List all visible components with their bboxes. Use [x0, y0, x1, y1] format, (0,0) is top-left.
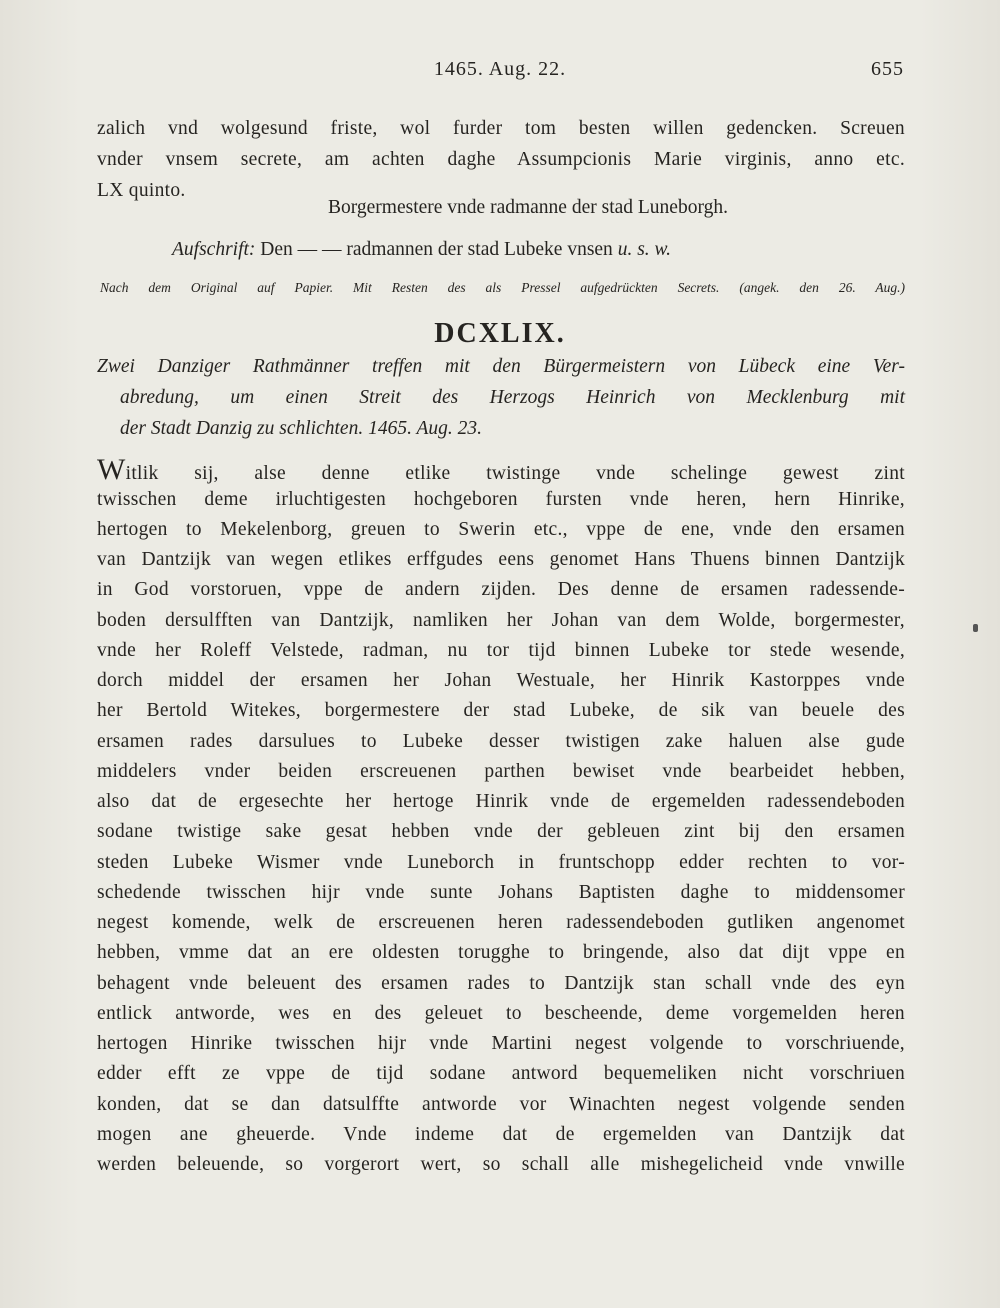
- body-line: boden dersulfften van Dantzijk, namliken her Johan van dem Wolde, borgermester,: [97, 610, 905, 631]
- body-line: hertogen to Mekelenborg, greuen to Swerin etc., vppe de ene, vnde den ersamen: [97, 519, 905, 540]
- running-header-date: 1465. Aug. 22.: [433, 58, 567, 80]
- body-line: edder efft ze vppe de tijd sodane antword bequemeliken nicht vorschriuen: [97, 1063, 905, 1084]
- address-suffix: u. s. w.: [617, 239, 671, 260]
- summary-line: abredung, um einen Streit des Herzogs Heinrich von Mecklenburg mit: [120, 387, 905, 408]
- body-line: vnde her Roleff Velstede, radman, nu tor tijd binnen Lubeke tor stede wesende,: [97, 640, 905, 661]
- body-line: her Bertold Witekes, borgermestere der stad Lubeke, de sik van beuele des: [97, 700, 905, 721]
- body-line: mogen ane gheuerde. Vnde indeme dat de ergemelden van Dantzijk dat: [97, 1124, 905, 1145]
- body-line: also dat de ergesechte her hertoge Hinrik vnde de ergemelden radessendeboden: [97, 791, 905, 812]
- body-line: twisschen deme irluchtigesten hochgeboren fursten vnde heren, hern Hinrike,: [97, 489, 905, 510]
- address-line: [172, 239, 671, 261]
- body-line: middelers vnder beiden erscreuenen parthen bewiset vnde bearbeidet hebben,: [97, 761, 905, 782]
- body-line: werden beleuende, so vorgerort wert, so schall alle mishegelicheid vnde vnwille: [97, 1154, 905, 1175]
- body-line: entlick antworde, wes en des geleuet to bescheende, deme vorgemelden heren: [97, 1003, 905, 1024]
- drop-cap: W: [97, 453, 126, 486]
- body-line: steden Lubeke Wismer vnde Luneborch in fruntschopp edder rechten to vor-: [97, 852, 905, 873]
- body-line: sodane twistige sake gesat hebben vnde der gebleuen zint bij den ersamen: [97, 821, 905, 842]
- page-number: 655: [871, 58, 904, 80]
- body-line: ersamen rades darsulues to Lubeke desser twistigen zake haluen alse gude: [97, 731, 905, 752]
- body-line: negest komende, welk de erscreuenen heren radessendeboden gutliken angenomet: [97, 912, 905, 933]
- document-number: DCXLIX.: [434, 318, 566, 349]
- body-line: in God vorstoruen, vppe de andern zijden. Des denne de ersamen radessende-: [97, 579, 905, 600]
- summary-line: Zwei Danziger Rathmänner treffen mit den Bürgermeistern von Lübeck eine Ver-: [97, 356, 905, 377]
- body-line: hebben, vmme dat an ere oldesten torugghe to bringende, also dat dijt vppe en: [97, 942, 905, 963]
- address-label: Aufschrift:: [172, 239, 256, 260]
- summary-line: der Stadt Danzig zu schlichten. 1465. Aug. 23.: [120, 418, 482, 439]
- address-text: Den — — radmannen der stad Lubeke vnsen: [255, 239, 618, 260]
- text-line: vnder vnsem secrete, am achten daghe Assumpcionis Marie virginis, anno etc.: [97, 149, 905, 170]
- body-line: schedende twisschen hijr vnde sunte Johans Baptisten daghe to middensomer: [97, 882, 905, 903]
- body-line: hertogen Hinrike twisschen hijr vnde Martini negest volgende to vorschriuende,: [97, 1033, 905, 1054]
- text-line: LX quinto.: [97, 180, 186, 201]
- body-line: behagent vnde beleuent des ersamen rades to Dantzijk stan schall vnde des eyn: [97, 973, 905, 994]
- first-body-line: [97, 455, 905, 485]
- text-line: zalich vnd wolgesund friste, wol furder tom besten willen gedencken. Screuen: [97, 118, 905, 139]
- body-line: dorch middel der ersamen her Johan Westuale, her Hinrik Kastorppes vnde: [97, 670, 905, 691]
- body-line: konden, dat se dan datsulffte antworde vor Winachten negest volgende senden: [97, 1094, 905, 1115]
- first-line-text: itlik sij, alse denne etlike twistinge vnde schelinge gewest zint: [125, 463, 905, 484]
- source-note: Nach dem Original auf Papier. Mit Resten des als Pressel aufgedrückten Secrets. (angek. den 26. Aug.): [100, 280, 905, 295]
- signature-line: Borgermestere vnde radmanne der stad Luneborgh.: [328, 197, 728, 218]
- margin-ink-mark: [973, 624, 978, 632]
- body-line: van Dantzijk van wegen etlikes erffgudes eens genomet Hans Thuens binnen Dantzijk: [97, 549, 905, 570]
